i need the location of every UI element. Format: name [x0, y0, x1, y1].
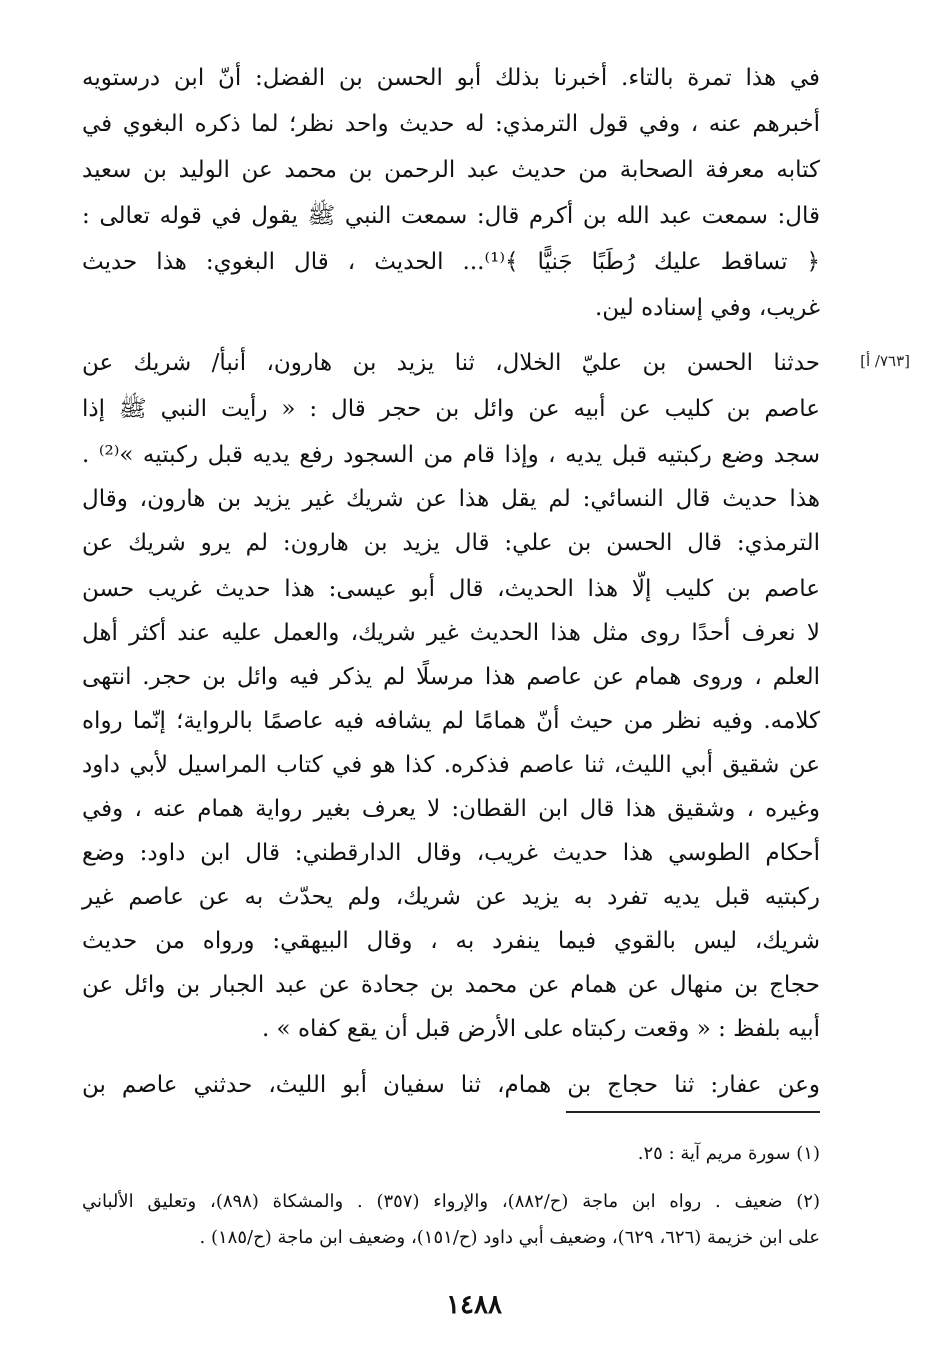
- footnote: (١) سورة مريم آية : ٢٥.: [637, 1143, 820, 1164]
- text-line: لا نعرف أحدًا روى مثل هذا الحديث غير شريك، والعمل عليه عند أكثر أهل: [82, 620, 820, 646]
- text-line: حدثنا الحسن بن عليّ الخلال، ثنا يزيد بن هارون، أنبأ/ شريك عن: [82, 350, 820, 376]
- text-line: وغيره ، وشقيق هذا قال ابن القطان: لا يعرف بغير رواية همام عنه ، وفي: [82, 796, 820, 822]
- text-line: كلامه. وفيه نظر من حيث أنّ همامًا لم يشافه فيه عاصمًا بالرواية؛ إنّما رواه: [82, 708, 820, 734]
- page-number: ١٤٨٨: [446, 1290, 502, 1320]
- text-line: أحكام الطوسي هذا حديث غريب، وقال الدارقطني: قال ابن داود: وضع: [82, 840, 820, 866]
- text-line: شريك، ليس بالقوي فيما ينفرد به ، وقال البيهقي: ورواه من حديث: [82, 928, 820, 954]
- text-line: الترمذي: قال الحسن بن علي: قال يزيد بن هارون: لم يرو شريك عن: [82, 530, 820, 556]
- text-line: العلم ، وروى همام عن عاصم هذا مرسلًا لم يذكر فيه وائل بن حجر. انتهى: [82, 664, 820, 690]
- text-line: عاصم بن كليب إلّا هذا الحديث، قال أبو عيسى: هذا حديث غريب حسن: [82, 576, 820, 602]
- footnote: على ابن خزيمة (٦٢٦، ٦٢٩)، وضعيف أبي داود (ح/١٥١)، وضعيف ابن ماجة (ح/١٨٥) .: [199, 1227, 820, 1248]
- manuscript-folio-reference: [٧٦٣/ أ]: [860, 352, 910, 370]
- text-line: عاصم بن كليب عن أبيه عن وائل بن حجر قال : « رأيت النبي ﷺ إذا: [82, 396, 820, 422]
- text-line: سجد وضع ركبتيه قبل يديه ، وإذا قام من السجود رفع يديه قبل ركبتيه »⁽²⁾ .: [82, 442, 820, 468]
- text-line: عن شقيق أبي الليث، ثنا عاصم فذكره. كذا هو في كتاب المراسيل لأبي داود: [82, 752, 820, 778]
- text-line: غريب، وفي إسناده لين.: [594, 295, 820, 321]
- text-line: وعن عفار: ثنا حجاج بن همام، ثنا سفيان أبو الليث، حدثني عاصم بن: [82, 1072, 820, 1098]
- text-line: أخبرهم عنه ، وفي قول الترمذي: له حديث واحد نظر؛ لما ذكره البغوي في: [82, 111, 820, 137]
- text-line: حجاج بن منهال عن همام عن محمد بن جحادة عن عبد الجبار بن وائل عن: [82, 972, 820, 998]
- text-line: ركبتيه قبل يديه تفرد به يزيد عن شريك، ولم يحدّث به عن عاصم غير: [82, 884, 820, 910]
- footnote-separator: [566, 1111, 820, 1113]
- text-line: في هذا تمرة بالتاء. أخبرنا بذلك أبو الحسن بن الفضل: أنّ ابن درستويه: [82, 65, 820, 91]
- text-line: قال: سمعت عبد الله بن أكرم قال: سمعت النبي ﷺ يقول في قوله تعالى :: [82, 203, 820, 229]
- footnote: (٢) ضعيف . رواه ابن ماجة (ح/٨٨٢)، والإرواء (٣٥٧) . والمشكاة (٨٩٨)، وتعليق الألباني: [82, 1191, 820, 1212]
- text-line: ﴿ تساقط عليك رُطَبًا جَنيًّا ﴾⁽¹⁾... الحديث ، قال البغوي: هذا حديث: [82, 249, 821, 275]
- text-line: أبيه بلفظ : « وقعت ركبتاه على الأرض قبل أن يقع كفاه » .: [261, 1016, 820, 1042]
- text-line: كتابه معرفة الصحابة من حديث عبد الرحمن بن محمد عن الوليد بن سعيد: [82, 157, 820, 183]
- text-line: هذا حديث قال النسائي: لم يقل هذا عن شريك غير يزيد بن هارون، وقال: [82, 486, 820, 512]
